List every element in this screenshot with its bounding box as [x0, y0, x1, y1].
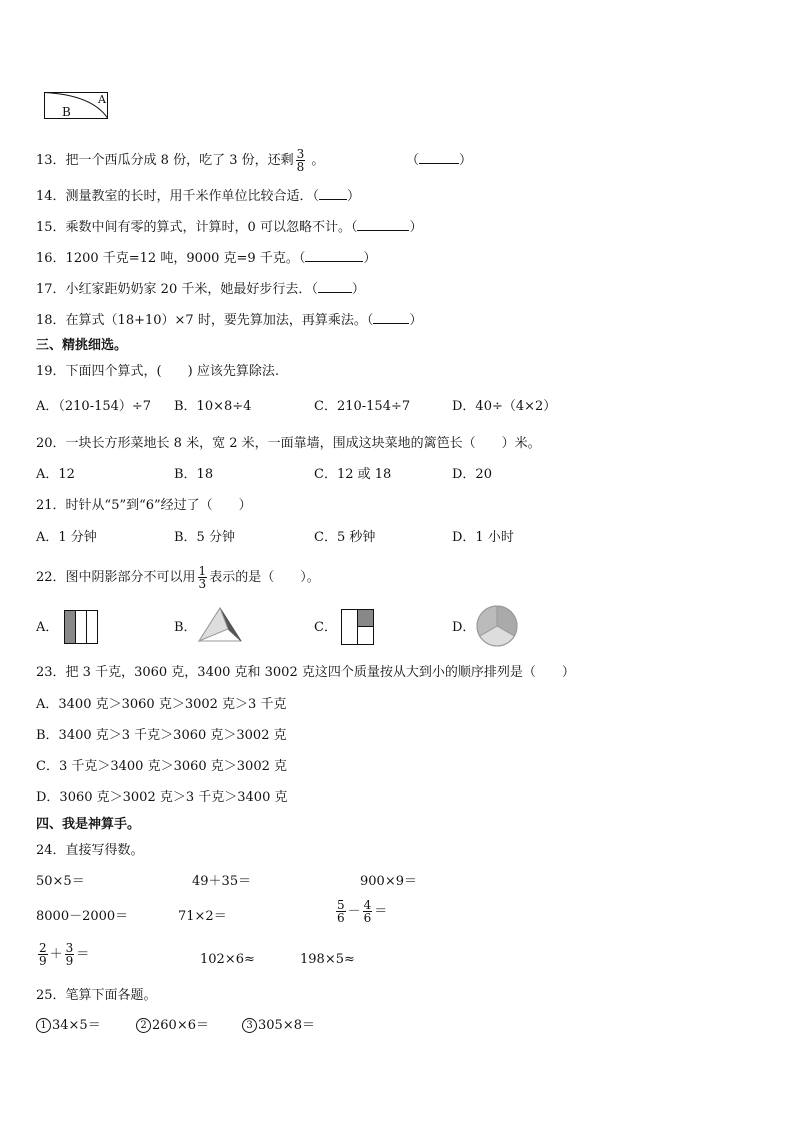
question-14: 14．测量教室的长时，用千米作单位比较合适．（ ） — [36, 189, 361, 204]
section-4-title: 四、我是神算手。 — [36, 817, 141, 832]
q22-option-c[interactable]: C． — [314, 620, 337, 635]
q13-fraction: $\frac{3}{8}$ — [296, 147, 305, 174]
question-17: 17．小红家距奶奶家 20 千米，她最好步行去．（ ） — [36, 282, 365, 297]
section-3-title: 三、精挑细选。 — [36, 338, 128, 353]
q21-option-d[interactable]: D．1 小时 — [452, 530, 514, 545]
q21-option-c[interactable]: C．5 秒钟 — [314, 530, 376, 545]
q24-item-5[interactable]: 71×2＝ — [178, 909, 227, 924]
q25-item-1[interactable]: 1 34×5＝ — [36, 1018, 101, 1034]
q14-answer-blank[interactable] — [319, 187, 347, 200]
circled-number-2-icon: 2 — [136, 1018, 151, 1033]
figure-label-a: A — [98, 93, 106, 106]
q22-figure-b-triangle-icon — [198, 607, 242, 643]
question-15: 15．乘数中间有零的算式，计算时，0 可以忽略不计。（ ） — [36, 220, 423, 235]
question-21: 21．时针从“5”到“6”经过了（ ） — [36, 498, 252, 513]
q13-answer[interactable]: （ ） — [406, 153, 473, 168]
q20-option-a[interactable]: A．12 — [36, 467, 75, 482]
figure-label-b: B — [62, 105, 71, 119]
question-23: 23．把 3 千克，3060 克，3400 克和 3002 克这四个质量按从大到小的顺序排列是（ ） — [36, 665, 575, 680]
q18-answer-blank[interactable] — [373, 311, 409, 324]
q24-item-8[interactable]: 102×6≈ — [200, 952, 255, 967]
question-19: 19．下面四个算式，( ) 应该先算除法. — [36, 364, 279, 379]
question-22: 22．图中阴影部分不可以用 $\frac{1}{3}$ 表示的是（ ）。 — [36, 564, 320, 591]
q20-option-b[interactable]: B．18 — [174, 467, 214, 482]
q20-option-c[interactable]: C．12 或 18 — [314, 467, 392, 482]
q20-option-d[interactable]: D．20 — [452, 467, 492, 482]
q22-fraction: $\frac{1}{3}$ — [198, 564, 207, 591]
q24-item-2[interactable]: 49＋35＝ — [192, 874, 252, 889]
q19-option-d[interactable]: D．40÷（4×2） — [452, 399, 557, 414]
q22-figure-c-square-icon — [341, 609, 375, 645]
q23-option-c[interactable]: C．3 千克＞3400 克＞3060 克＞3002 克 — [36, 759, 287, 774]
q17-answer-blank[interactable] — [318, 280, 352, 293]
circled-number-1-icon: 1 — [36, 1018, 51, 1033]
question-13: 13．把一个西瓜分成 8 份，吃了 3 份，还剩 $\frac{3}{8}$ 。 — [36, 147, 325, 174]
q21-option-a[interactable]: A．1 分钟 — [36, 530, 97, 545]
q24-item-9[interactable]: 198×5≈ — [300, 952, 355, 967]
q22-option-a[interactable]: A． — [36, 620, 59, 635]
q16-answer-blank[interactable] — [305, 249, 363, 262]
q24-item-6[interactable]: $\frac{5}{6}$ － $\frac{4}{6}$ ＝ — [337, 898, 388, 925]
q23-option-d[interactable]: D．3060 克＞3002 克＞3 千克＞3400 克 — [36, 790, 288, 805]
q24-item-7[interactable]: $\frac{2}{9}$ ＋ $\frac{3}{9}$ ＝ — [39, 941, 90, 968]
q21-option-b[interactable]: B．5 分钟 — [174, 530, 235, 545]
q19-option-b[interactable]: B．10×8÷4 — [174, 399, 252, 414]
q22-option-d[interactable]: D． — [452, 620, 476, 635]
q23-option-a[interactable]: A．3400 克＞3060 克＞3002 克＞3 千克 — [36, 697, 287, 712]
q24-item-4[interactable]: 8000－2000＝ — [36, 909, 129, 924]
circled-number-3-icon: 3 — [242, 1018, 257, 1033]
q13-text: 13．把一个西瓜分成 8 份，吃了 3 份，还剩 — [36, 153, 294, 168]
question-24: 24．直接写得数。 — [36, 843, 144, 858]
q22-figure-a-bars-icon — [64, 610, 98, 644]
question-16: 16．1200 千克=12 吨，9000 克=9 千克。（ ） — [36, 251, 377, 266]
q25-item-3[interactable]: 3 305×8＝ — [242, 1018, 315, 1034]
q24-item-1[interactable]: 50×5＝ — [36, 874, 85, 889]
q15-answer-blank[interactable] — [357, 218, 409, 231]
question-25: 25．笔算下面各题。 — [36, 988, 157, 1003]
question-20: 20．一块长方形菜地长 8 米，宽 2 米，一面靠墙，围成这块菜地的篱笆长（ ）米。 — [36, 436, 541, 451]
q23-option-b[interactable]: B．3400 克＞3 千克＞3060 克＞3002 克 — [36, 728, 287, 743]
q22-option-b[interactable]: B． — [174, 620, 197, 635]
q19-option-c[interactable]: C．210-154÷7 — [314, 399, 411, 414]
q19-option-a[interactable]: A．（210-154）÷7 — [36, 399, 152, 414]
q24-item-3[interactable]: 900×9＝ — [360, 874, 417, 889]
q22-figure-d-circle-icon — [476, 605, 518, 647]
question-18: 18．在算式（18+10）×7 时，要先算加法，再算乘法。（ ） — [36, 313, 423, 328]
q25-item-2[interactable]: 2 260×6＝ — [136, 1018, 209, 1034]
